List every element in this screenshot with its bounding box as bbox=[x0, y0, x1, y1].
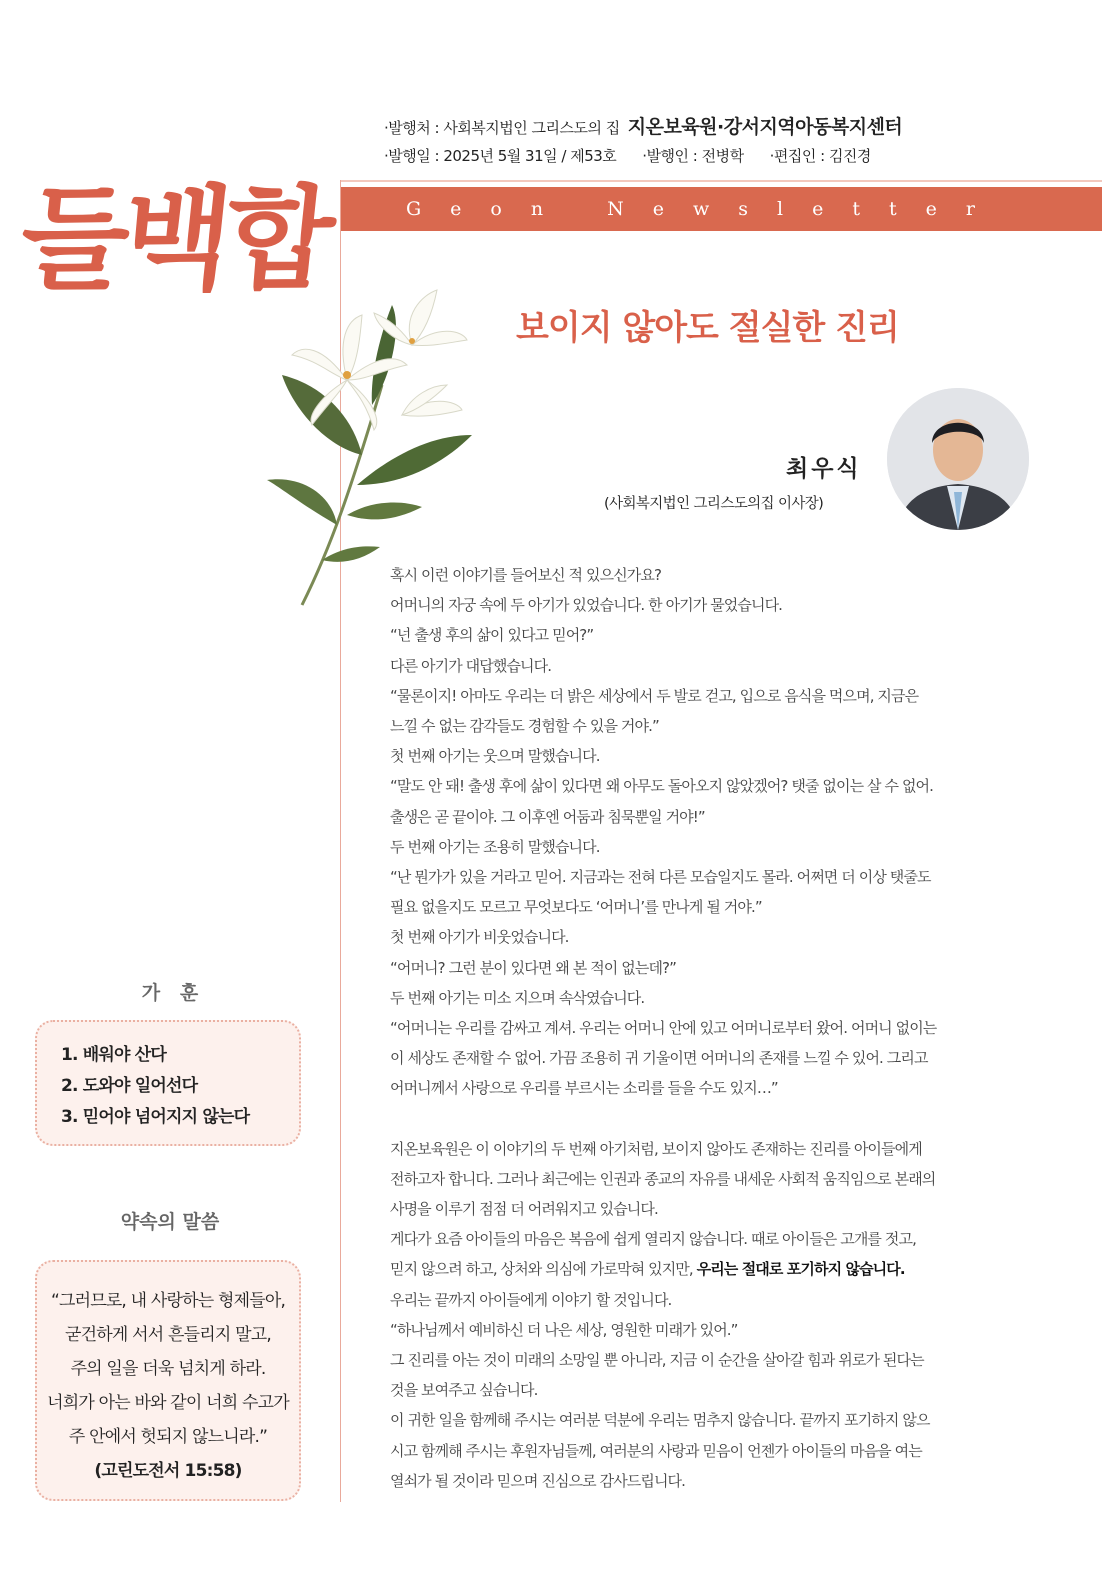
issue-date: ·발행일 : 2025년 5월 31일 / 제53호 bbox=[384, 147, 617, 165]
body-line: 어머니의 자궁 속에 두 아기가 있었습니다. 한 아기가 물었습니다. bbox=[390, 596, 783, 615]
newsletter-banner: Geon Newsletter bbox=[340, 187, 1102, 231]
body-line: 두 번째 아기는 미소 지으며 속삭였습니다. bbox=[390, 988, 645, 1007]
publisher-line bbox=[384, 112, 902, 139]
body-line: 첫 번째 아기는 웃으며 말했습니다. bbox=[390, 747, 600, 766]
body-line: 우리는 끝까지 아이들에게 이야기 할 것입니다. bbox=[390, 1290, 672, 1309]
verse-reference: (고린도전서 15:58) bbox=[94, 1461, 242, 1481]
body-line: “난 뭔가가 있을 거라고 믿어. 지금과는 전혀 다른 모습일지도 몰라. 어쩌면 더 이상 탯줄도 bbox=[390, 868, 931, 887]
paragraph-gap bbox=[390, 1104, 1050, 1134]
body-line: 어머니께서 사랑으로 우리를 부르시는 소리를 들을 수도 있지…” bbox=[390, 1079, 778, 1098]
editor: ·편집인 : 김진경 bbox=[769, 147, 871, 165]
motto-item: 3. 믿어야 넘어지지 않는다 bbox=[61, 1107, 250, 1127]
body-line: “어머니? 그런 분이 있다면 왜 본 적이 없는데?” bbox=[390, 958, 676, 977]
body-line: “어머니는 우리를 감싸고 계셔. 우리는 어머니 안에 있고 어머니로부터 왔어. 어머니 없이는 bbox=[390, 1019, 937, 1038]
verse-line: 주 안에서 헛되지 않느니라.” bbox=[68, 1427, 268, 1447]
promise-heading: 약속의 말씀 bbox=[120, 1211, 220, 1233]
body-line: 것을 보여주고 싶습니다. bbox=[390, 1381, 538, 1400]
body-line bbox=[390, 1254, 1050, 1284]
body-line: 열쇠가 될 것이라 믿으며 진심으로 감사드립니다. bbox=[390, 1471, 686, 1490]
body-line: 지온보육원은 이 이야기의 두 번째 아기처럼, 보이지 않아도 존재하는 진리를 아이들에게 bbox=[390, 1139, 922, 1158]
verse-line: 굳건하게 서서 흔들리지 말고, bbox=[65, 1325, 271, 1345]
publisher-label: ·발행처 : 사회복지법인 그리스도의 집 bbox=[384, 119, 620, 137]
author-affiliation: (사회복지법인 그리스도의집 이사장) bbox=[604, 496, 824, 512]
body-line: 시고 함께해 주시는 후원자님들께, 여러분의 사랑과 믿음이 언젠가 아이들의 마음을 여는 bbox=[390, 1441, 922, 1460]
body-line: 사명을 이루기 점점 더 어려워지고 있습니다. bbox=[390, 1200, 658, 1219]
body-line: “넌 출생 후의 삶이 있다고 믿어?” bbox=[390, 626, 594, 645]
body-line: 첫 번째 아기가 비웃었습니다. bbox=[390, 928, 569, 947]
body-line: 그 진리를 아는 것이 미래의 소망일 뿐 아니라, 지금 이 순간을 살아갈 힘과 위로가 된다는 bbox=[390, 1351, 924, 1370]
issuer: ·발행인 : 전병학 bbox=[642, 147, 744, 165]
promise-verse-box bbox=[35, 1260, 301, 1501]
body-line: 혹시 이런 이야기를 들어보신 적 있으신가요? bbox=[390, 566, 662, 584]
verse-line: 주의 일을 더욱 넘치게 하라. bbox=[70, 1359, 266, 1379]
body-line: 느낄 수 없는 감각들도 경험할 수 있을 거야.” bbox=[390, 717, 659, 736]
body-text: 믿지 않으려 하고, 상처와 의심에 가로막혀 있지만, bbox=[390, 1260, 697, 1279]
body-line: 출생은 곧 끝이야. 그 이후엔 어둠과 침묵뿐일 거야!” bbox=[390, 807, 705, 826]
verse-line: 너희가 아는 바와 같이 너희 수고가 bbox=[47, 1393, 289, 1413]
article-body bbox=[390, 560, 1050, 1496]
logo: 들백합 bbox=[14, 174, 335, 305]
motto-item: 1. 배워야 산다 bbox=[61, 1045, 167, 1065]
family-motto-box bbox=[35, 1020, 301, 1146]
emphasis-text: 우리는 절대로 포기하지 않습니다. bbox=[696, 1260, 905, 1279]
body-line: 필요 없을지도 모르고 무엇보다도 ‘어머니’를 만나게 될 거야.” bbox=[390, 898, 762, 917]
article-title: 보이지 않아도 절실한 진리 bbox=[516, 308, 899, 348]
body-line: 게다가 요즘 아이들의 마음은 복음에 쉽게 열리지 않습니다. 때로 아이들은 고개를 젓고, bbox=[390, 1230, 916, 1249]
author-photo bbox=[887, 388, 1029, 530]
body-line: 이 세상도 존재할 수 없어. 가끔 조용히 귀 기울이면 어머니의 존재를 느낄 수 있어. 그리고 bbox=[390, 1049, 928, 1068]
body-line: 다른 아기가 대답했습니다. bbox=[390, 656, 552, 675]
organization-name: 지온보육원·강서지역아동복지센터 bbox=[627, 116, 903, 138]
verse-line: “그러므로, 내 사랑하는 형제들아, bbox=[50, 1291, 286, 1311]
divider bbox=[340, 180, 1102, 182]
body-line: 이 귀한 일을 함께해 주시는 여러분 덕분에 우리는 멈추지 않습니다. 끝까지 포기하지 않으 bbox=[390, 1411, 930, 1430]
body-line: “하나님께서 예비하신 더 나은 세상, 영원한 미래가 있어.” bbox=[390, 1320, 738, 1339]
issue-line bbox=[384, 145, 897, 166]
body-line: “말도 안 돼! 출생 후에 삶이 있다면 왜 아무도 돌아오지 않았겠어? 탯줄 없이는 살 수 없어. bbox=[390, 777, 933, 796]
body-line: “물론이지! 아마도 우리는 더 밝은 세상에서 두 발로 걷고, 입으로 음식을 먹으며, 지금은 bbox=[390, 686, 919, 705]
motto-item: 2. 도와야 일어선다 bbox=[61, 1076, 198, 1096]
family-motto-heading: 가 훈 bbox=[141, 982, 199, 1004]
body-line: 전하고자 합니다. 그러나 최근에는 인권과 종교의 자유를 내세운 사회적 움직임으로 본래의 bbox=[390, 1169, 936, 1188]
author-name: 최우식 bbox=[786, 456, 862, 482]
body-line: 두 번째 아기는 조용히 말했습니다. bbox=[390, 837, 600, 856]
